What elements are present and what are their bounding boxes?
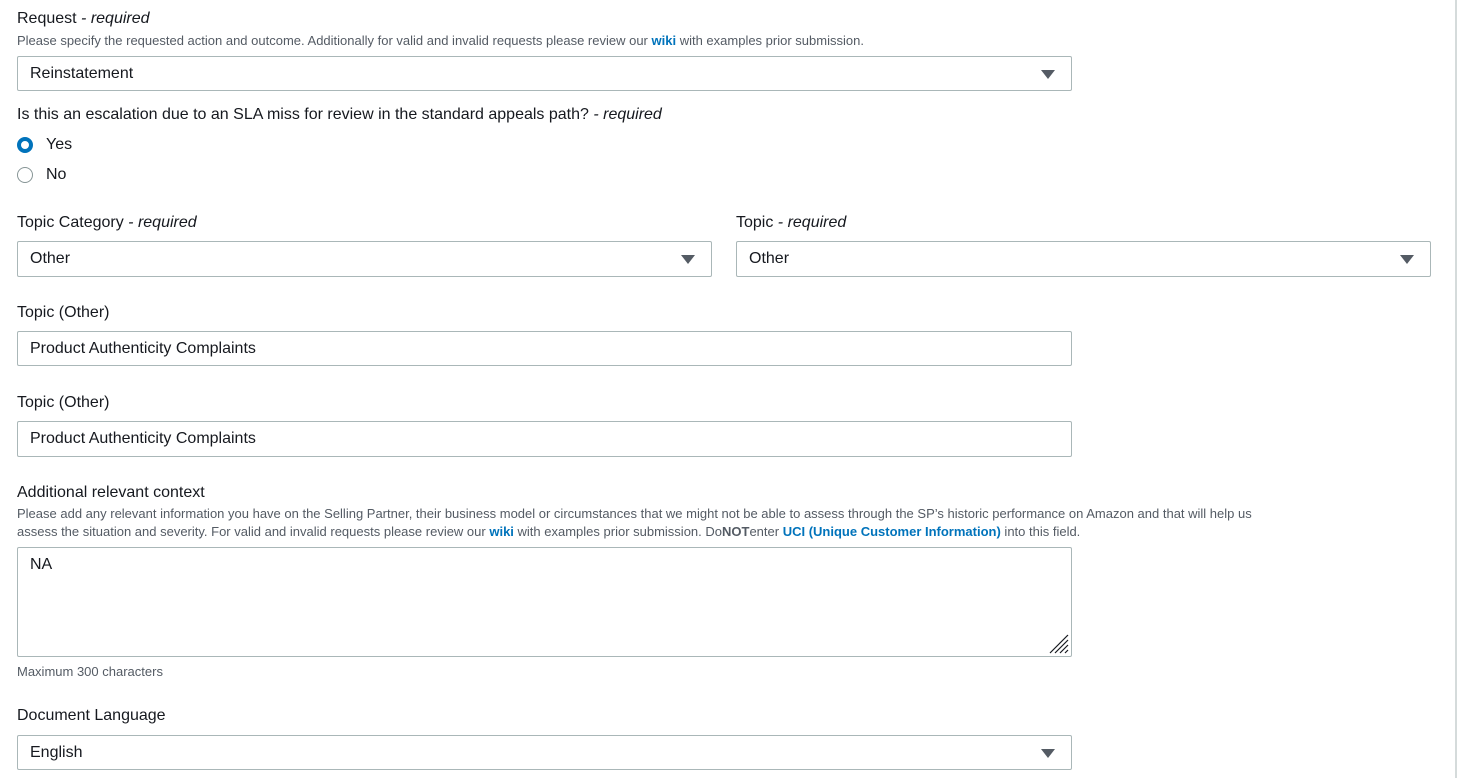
- escalation-label: Is this an escalation due to an SLA miss for review in the standard appeals path? - required: [17, 106, 662, 123]
- resize-handle-icon[interactable]: [1047, 632, 1069, 654]
- context-description-line-2: assess the situation and severity. For valid and invalid requests please review our wiki with examples prior submission. DoNOTenter UCI (Unique Customer Information) into this field.: [17, 524, 1081, 539]
- topic-other-input[interactable]: [17, 331, 1072, 366]
- radio-no[interactable]: [17, 167, 33, 183]
- topic-category-value: Other: [30, 250, 71, 267]
- context-textarea-value: NA: [30, 556, 53, 573]
- topic-other-label: Topic (Other): [17, 304, 110, 321]
- topic-other-label-2: Topic (Other): [17, 394, 110, 411]
- request-description: Please specify the requested action and outcome. Additionally for valid and invalid requests please review our wiki with examples prior submission.: [17, 33, 864, 48]
- document-language-select[interactable]: [17, 735, 1072, 770]
- required-marker: - required: [773, 214, 847, 231]
- topic-category-select[interactable]: [17, 241, 712, 277]
- context-hint: Maximum 300 characters: [17, 664, 163, 679]
- request-select-value: Reinstatement: [30, 65, 134, 82]
- topic-other-value-2: Product Authenticity Complaints: [30, 430, 256, 447]
- document-language-value: English: [30, 744, 83, 761]
- topic-value: Other: [749, 250, 790, 267]
- wiki-link[interactable]: wiki: [489, 524, 514, 539]
- uci-link[interactable]: UCI (Unique Customer Information): [782, 524, 1001, 539]
- topic-category-label: Topic Category - required: [17, 214, 197, 231]
- caret-down-icon: [681, 255, 695, 264]
- topic-label: Topic - required: [736, 214, 847, 231]
- context-textarea[interactable]: [17, 547, 1072, 657]
- context-label: Additional relevant context: [17, 484, 205, 501]
- radio-no-label[interactable]: No: [46, 166, 67, 183]
- document-language-label: Document Language: [17, 707, 166, 724]
- required-marker: - required: [588, 106, 662, 123]
- radio-yes-label[interactable]: Yes: [46, 136, 73, 153]
- topic-other-value: Product Authenticity Complaints: [30, 340, 256, 357]
- caret-down-icon: [1041, 749, 1055, 758]
- topic-select[interactable]: [736, 241, 1431, 277]
- request-label: Request - required: [17, 10, 150, 27]
- caret-down-icon: [1041, 70, 1055, 79]
- required-marker: - required: [76, 10, 150, 27]
- radio-yes[interactable]: [17, 137, 33, 153]
- required-marker: - required: [123, 214, 197, 231]
- topic-other-input-2[interactable]: [17, 421, 1072, 457]
- context-description: [17, 505, 1437, 541]
- scrollbar-track: [1455, 0, 1457, 778]
- context-description-line-1: Please add any relevant information you have on the Selling Partner, their business model or circumstances that we might not be able to assess through the SP’s historic performance on Amazon and that will help us: [17, 506, 1252, 521]
- caret-down-icon: [1400, 255, 1414, 264]
- wiki-link[interactable]: wiki: [651, 33, 677, 48]
- request-select[interactable]: [17, 56, 1072, 91]
